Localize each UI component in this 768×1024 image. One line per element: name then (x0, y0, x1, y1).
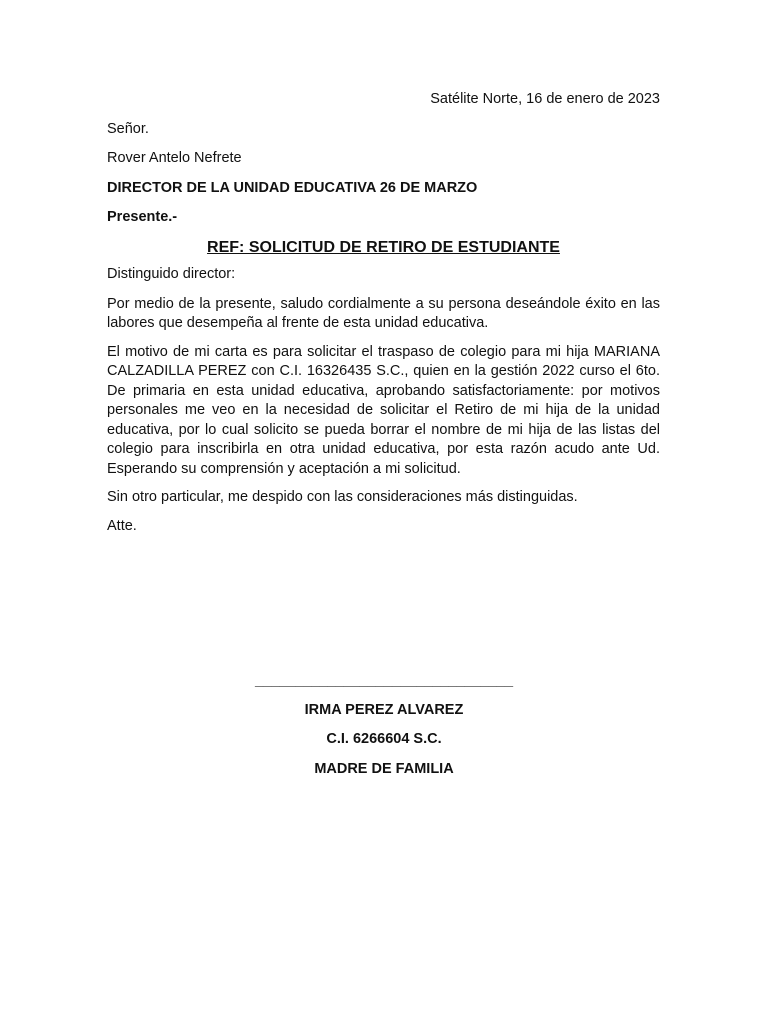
signer-role: MADRE DE FAMILIA (314, 760, 454, 777)
reference-title: REF: SOLICITUD DE RETIRO DE ESTUDIANTE (207, 238, 560, 256)
recipient-position: DIRECTOR DE LA UNIDAD EDUCATIVA 26 DE MARZO (107, 179, 478, 196)
paragraph-farewell: Sin otro particular, me despido con las consideraciones más distinguidas. (107, 489, 578, 505)
paragraph-intro: Por medio de la presente, saludo cordialmente a su persona deseándole éxito en las labores que desempeña al frente de esta unidad educativa. (107, 295, 660, 331)
letter-date: Satélite Norte, 16 de enero de 2023 (430, 91, 660, 107)
recipient-name: Rover Antelo Nefrete (107, 150, 242, 166)
letter-body (107, 90, 660, 546)
greeting: Distinguido director: (107, 266, 236, 282)
presente-label: Presente.- (107, 209, 178, 225)
signer-ci: C.I. 6266604 S.C. (326, 731, 442, 747)
signature-line: ________________________________ (254, 673, 514, 689)
signer-name: IRMA PEREZ ALVAREZ (304, 701, 464, 718)
salutation-title: Señor. (107, 120, 149, 137)
paragraph-request: El motivo de mi carta es para solicitar el traspaso de colegio para mi hija MARIANA CALZADILLA PEREZ con C.I. 16326435 S.C., quien en la gestión 2022 curso el 6to. De primaria en esta unidad educativa, aprobando satisfactoriamente: por motivos personales me veo en la necesidad de solicitar el Retiro de mi hija de la unidad educativa, por lo cual solicito se pueda borrar el nombre de mi hija de las listas del colegio para inscribirla en otra unidad educativa, por esta razón acudo ante Ud. Esperando su comprensión y aceptación a mi solicitud. (107, 343, 660, 477)
closing: Atte. (107, 517, 137, 534)
signature-block (0, 672, 768, 789)
